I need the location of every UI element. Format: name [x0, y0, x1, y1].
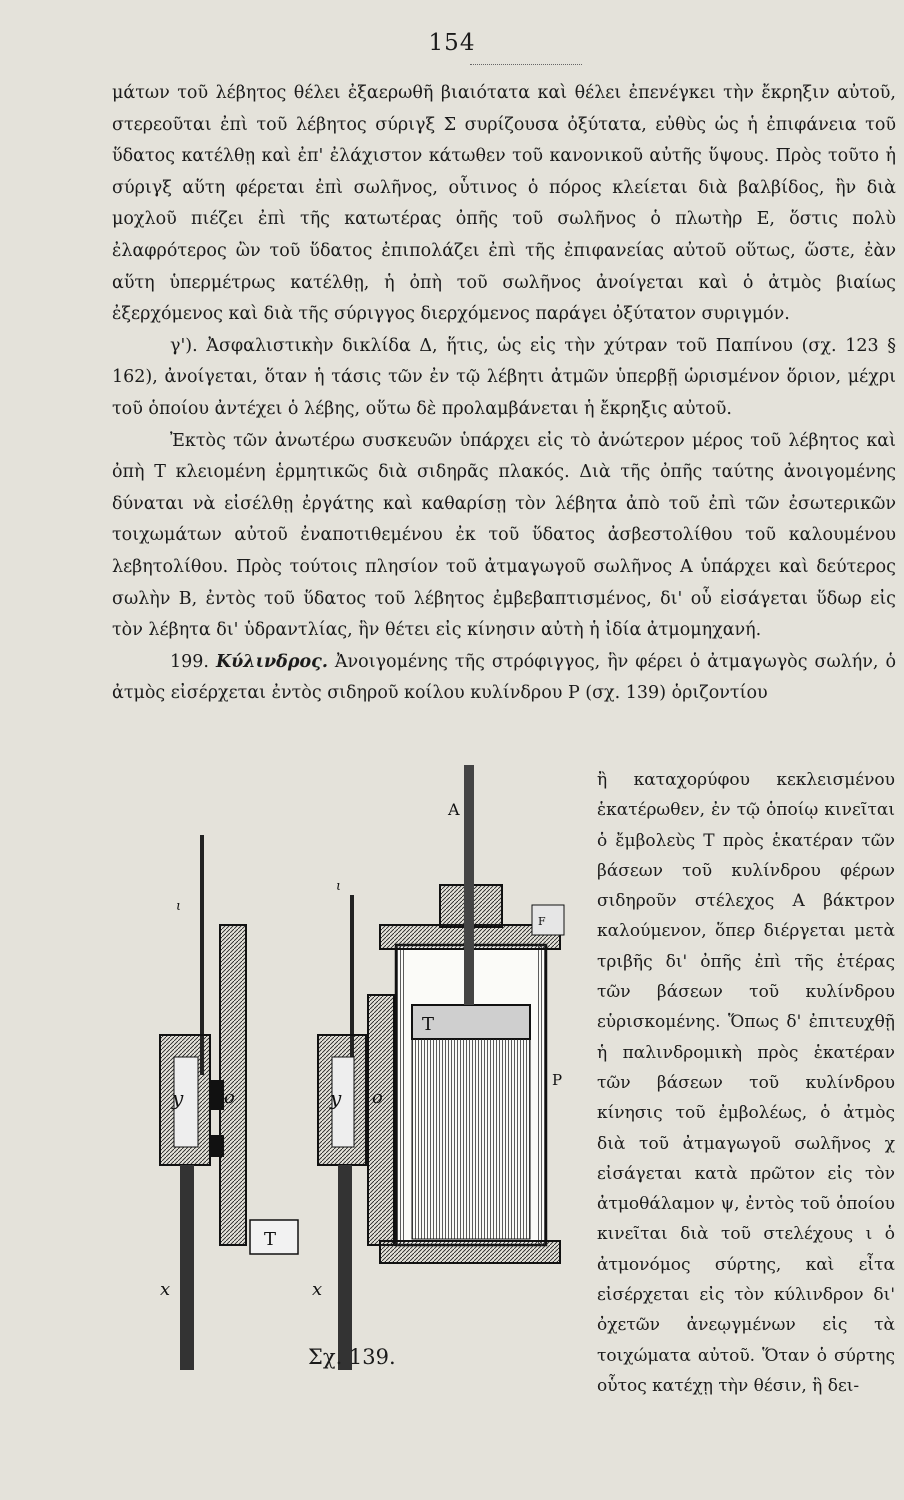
paragraph-continued: μάτων τοῦ λέβητος θέλει ἐξαερωθῆ βιαιότατα καὶ θέλει ἐπενέγκει τὴν ἔκρηξιν αὐτοῦ, στερεοῦται ἐπὶ τοῦ λέβητος σύριγξ Σ συρίζουσα ὀξύτατα, εὐθὺς ὡς ἡ ἐπιφάνεια τοῦ ὕδατος κατέλθῃ καὶ ἐπ' ἐλάχιστον κάτωθεν τοῦ κανονικοῦ αὐτῆς ὕψους. Πρὸς τοῦτο ἡ σύριγξ αὕτη φέρεται ἐπὶ σωλῆνος, οὗτινος ὁ πόρος κλείεται διὰ βαλβίδος, ἣν διὰ μοχλοῦ πιέζει ἐπὶ τῆς κατωτέρας ὀπῆς τοῦ σωλῆνος ὁ πλωτὴρ Ε, ὅστις πολὺ ἐλαφρότερος ὢν τοῦ ὕδατος ἐπιπολάζει ἐπὶ τῆς ἐπιφανείας αὐτοῦ οὕτως, ὥστε, ἐὰν αὕτη ὑπερμέτρως κατέλθῃ, ἡ ὀπὴ τοῦ σωλῆνος ἀνοίγεται καὶ ὁ ἀτμὸς βιαίως ἐξερχόμενος καὶ διὰ τῆς σύριγγος διερχόμενος παράγει ὀξύτατον συριγμόν. [112, 83, 896, 325]
label-o-mid: o [372, 1087, 383, 1108]
label-A: A [448, 800, 460, 819]
label-y-left: y [172, 1086, 184, 1110]
label-i-left: ι [176, 899, 182, 914]
section-text: Ἀνοιγομένης τῆς στρόφιγγος, ἣν φέρει ὁ ἀτμαγωγὸς σωλήν, ὁ ἀτμὸς εἰσέρχεται ἐντὸς σιδηροῦ κοίλου κυλίνδρου Ρ (σχ. 139) ὁριζοντίου [112, 651, 896, 704]
label-o-left: o [224, 1087, 235, 1108]
figure-caption: Σχ. 139. [308, 1345, 396, 1369]
label-T-slide: T [264, 1229, 277, 1250]
paragraph-199 [112, 647, 896, 710]
label-y-mid: y [330, 1086, 342, 1110]
wrapped-text-column: ἢ καταχορύφου κεκλεισμένου ἑκατέρωθεν, ἐν τῷ ὁποίῳ κινεῖται ὁ ἔμβολεὺς Τ πρὸς ἑκατέραν τῶν βάσεων τοῦ κυλίνδρου φέρων σιδηροῦν στέλεχος Α βάκτρον καλούμενον, ὅπερ διέργεται μετὰ τριβῆς δι' ὀπῆς ἐπὶ τῆς ἑτέρας τῶν βάσεων τοῦ κυλίνδρου εὑρισκομένης. Ὅπως δ' ἐπιτευχθῇ ἡ παλινδρομικὴ πρὸς ἑκατέραν τῶν βάσεων τοῦ κυλίνδρου κίνησις τοῦ ἐμβολέως, ὁ ἀτμὸς διὰ τοῦ ἀτμαγωγοῦ σωλῆνος χ εἰσάγεται κατὰ πρῶτον εἰς τὸν ἀτμοθάλαμον ψ, ἐντὸς τοῦ ὁποίου κινεῖται διὰ τοῦ στελέχους ι ὁ ἀτμονόμος σύρτης, καὶ εἶτα εἰσέρχεται εἰς τὸν κύλινδρον δι' ὀχετῶν ἀνεῳγμένων εἰς τὰ τοιχώματα αὐτοῦ. Ὅταν ὁ σύρτης οὗτος κατέχῃ τὴν θέσιν, ἣ δει- [597, 770, 895, 1396]
steam-cylinder [380, 765, 564, 1263]
main-text [112, 78, 896, 710]
label-x-left: x [160, 1279, 171, 1300]
section-title: Κύλινδρος. [215, 651, 328, 672]
section-number: 199. [170, 651, 209, 672]
cylinder-engraving-figure [150, 765, 600, 1405]
middle-valve-assembly [318, 895, 394, 1370]
paragraph-safety-valve: γ'). Ἀσφαλιστικὴν δικλίδα Δ, ἥτις, ὡς εἰς τὴν χύτραν τοῦ Παπίνου (σχ. 123 § 162), ἀνοίγεται, ὅταν ἡ τάσις τῶν ἐν τῷ λέβητι ἀτμῶν ὑπερβῇ ὡρισμένον ὅριον, μέχρι τοῦ ὁποίου ἀντέχει ὁ λέβης, οὕτω δὲ προλαμβάνεται ἡ ἔκρηξις αὐτοῦ. [112, 335, 896, 419]
label-i-mid: ι [336, 879, 342, 894]
paragraph-manhole: Ἐκτὸς τῶν ἀνωτέρω συσκευῶν ὑπάρχει εἰς τὸ ἀνώτερον μέρος τοῦ λέβητος καὶ ὀπὴ Τ κλειομένη ἑρμητικῶς διὰ σιδηρᾶς πλακός. Διὰ τῆς ὀπῆς ταύτης ἀνοιγομένης δύναται νὰ εἰσέλθῃ ἐργάτης καὶ καθαρίσῃ τὸν λέβητα ἀπὸ τοῦ ἐπὶ τῶν ἐσωτερικῶν τοιχωμάτων αὐτοῦ ἐναποτιθεμένου ἐκ τοῦ ὕδατος ἀσβεστολίθου τοῦ καλουμένου λεβητολίθου. Πρὸς τούτοις πλησίον τοῦ ἀτμαγωγοῦ σωλῆνος Α ὑπάρχει καὶ δεύτερος σωλὴν Β, ἐντὸς τοῦ ὕδατος τοῦ λέβητος ἐμβεβαπτισμένος, δι' οὗ εἰσάγεται ὕδωρ εἰς τὸν λέβητα δι' ὑδραντλίας, ἣν θέτει εἰς κίνησιν αὐτὴ ἡ ἰδία ἀτμομηχανή. [112, 430, 896, 641]
page-number: 154 [428, 30, 476, 56]
label-x-mid: x [312, 1279, 323, 1300]
label-T-piston: T [422, 1014, 435, 1035]
label-F: F [538, 915, 546, 928]
page-number-rule [470, 64, 582, 65]
label-P: P [552, 1071, 563, 1089]
